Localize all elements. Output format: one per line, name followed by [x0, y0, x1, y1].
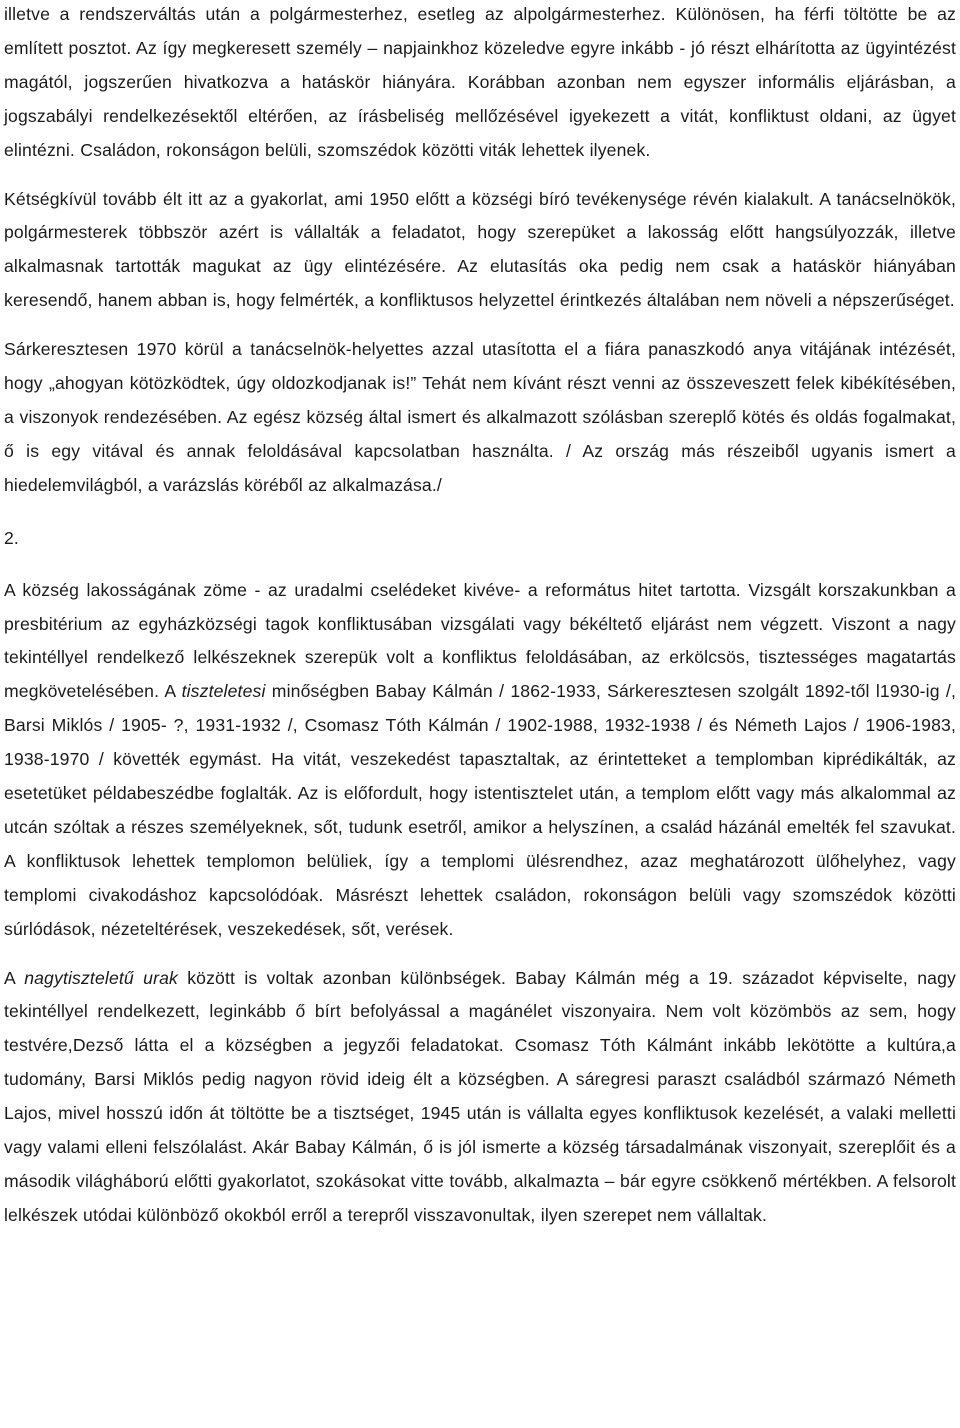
paragraph-3 [4, 333, 956, 503]
paragraph-5-text-rest: között is voltak azonban különbségek. Babay Kálmán még a 19. századot képviselte, nagy tekintéllyel rendelkezett, leginkább ő bírt befolyással a magánélet viszonyaira. Nem volt közömbös az sem, hogy testvére,Dezső látta el a községben a jegyzői feladatokat. Csomasz Tóth Kálmánt inkább lekötötte a kultúra,a tudomány, Barsi Miklós pedig nagyon rövid ideig élt a községben. A sáregresi paraszt családból származó Németh Lajos, mivel hosszú időn át töltötte be a tisztséget, 1945 után is vállalta egyes konfliktusok kezelését, a valaki melletti vagy valami elleni felszólalást. Akár Babay Kálmán, ő is jól ismerte a község társadalmának viszonyait, szereplőit és a második világháború előtti gyakorlatot, szokásokat vitte tovább, alkalmazta – bár egyre csökkenő mértékben. A felsorolt lelkészek utódai különböző okokból erről a terepről visszavonultak, ilyen szerepet nem vállaltak. [4, 967, 956, 1225]
paragraph-4-text-rest: minőségben Babay Kálmán / 1862-1933, Sárkeresztesen szolgált 1892-től l1930-ig /, Barsi Miklós / 1905- ?, 1931-1932 /, Csomasz Tóth Kálmán / 1902-1988, 1932-1938 / és Németh Lajos / 1906-1983, 1938-1970 / követték egymást. Ha vitát, veszekedést tapasztaltak, az érintetteket a templomban kiprédikálták, az esetetüket példabeszédbe foglalták. Az is előfordult, hogy istentisztelet után, a templom előtt vagy más alkalommal az utcán szóltak a részes személyeknek, sőt, tudunk esetről, amikor a helyszínen, a család házánál emelték fel szavukat. A konfliktusok lehettek templomon belüliek, így a templomi ülésrendhez, azaz meghatározott ülőhelyhez, vagy templomi civakodáshoz kapcsolódóak. Másrészt lehettek családon, rokonságon belüli vagy szomszédok közötti súrlódások, nézeteltérések, veszekedések, sőt, verések. [4, 681, 956, 939]
paragraph-4-italic-term: tiszteletesi [181, 681, 266, 702]
paragraph-5 [4, 962, 956, 1233]
paragraph-2 [4, 183, 956, 319]
paragraph-1-text: illetve a rendszerváltás után a polgármesterhez, esetleg az alpolgármesterhez. Különösen, ha férfi töltötte be az említett posztot. Az így megkeresett személy – napjainkhoz közeledve egyre inkább - jó részt elhárította az ügyintézést magától, jogszerűen hivatkozva a hatáskör hiányára. Korábban azonban nem egyszer informális eljárásban, a jogszabályi rendelkezésektől eltérően, az írásbeliség mellőzésével igyekezett a vitát, konfliktust oldani, az ügyet elintézni. Családon, rokonságon belüli, szomszédok közötti viták lehettek ilyenek. [4, 4, 956, 160]
paragraph-1 [4, 0, 956, 168]
section-number-text: 2. [4, 527, 19, 548]
paragraph-5-italic-term: nagytiszteletű urak [24, 967, 178, 988]
paragraph-2-text: Kétségkívül tovább élt itt az a gyakorlat, ami 1950 előtt a községi bíró tevékenysége révén kialakult. A tanácselnökök, polgármesterek többször azért is vállalták a feladatot, hogy szerepüket a lakosság előtt hangsúlyozzák, illetve alkalmasnak tartották magukat az ügy elintézésére. Az elutasítás oka pedig nem csak a hatáskör hiányában keresendő, hanem abban is, hogy felmérték, a konfliktusos helyzettel érintkezés általában nem növeli a népszerűséget. [4, 188, 956, 311]
paragraph-3-text: Sárkeresztesen 1970 körül a tanácselnök-helyettes azzal utasította el a fiára panaszkodó anya vitájának intézését, hogy „ahogyan kötözködtek, úgy oldozkodjanak is!” Tehát nem kívánt részt venni az összeveszett felek kibékítésében, a viszonyok rendezésében. Az egész község által ismert és alkalmazott szólásban szereplő kötés és oldás fogalmakat, ő is egy vitával és annak feloldásával kapcsolatban használta. / Az ország más részeiből ugyanis ismert a hiedelemvilágból, a varázslás köréből az alkalmazása./ [4, 339, 956, 495]
paragraph-4 [4, 574, 956, 947]
section-number [4, 522, 956, 556]
paragraph-4-text-start: A község lakosságának zöme - az uradalmi cselédeket kivéve- a református hitet tartotta. Vizsgált korszakunkban a presbitérium az egyházközségi tagok konfliktusában vizsgálati vagy békéltető eljárást nem végzett. Viszont a nagy tekintéllyel rendelkező lelkészeknek szerepük volt a konfliktus feloldásában, az erkölcsös, tisztességes magatartás megkövetelésében. A [4, 579, 956, 702]
paragraph-5-text-start: A [4, 967, 25, 988]
document-page [4, 0, 956, 1233]
